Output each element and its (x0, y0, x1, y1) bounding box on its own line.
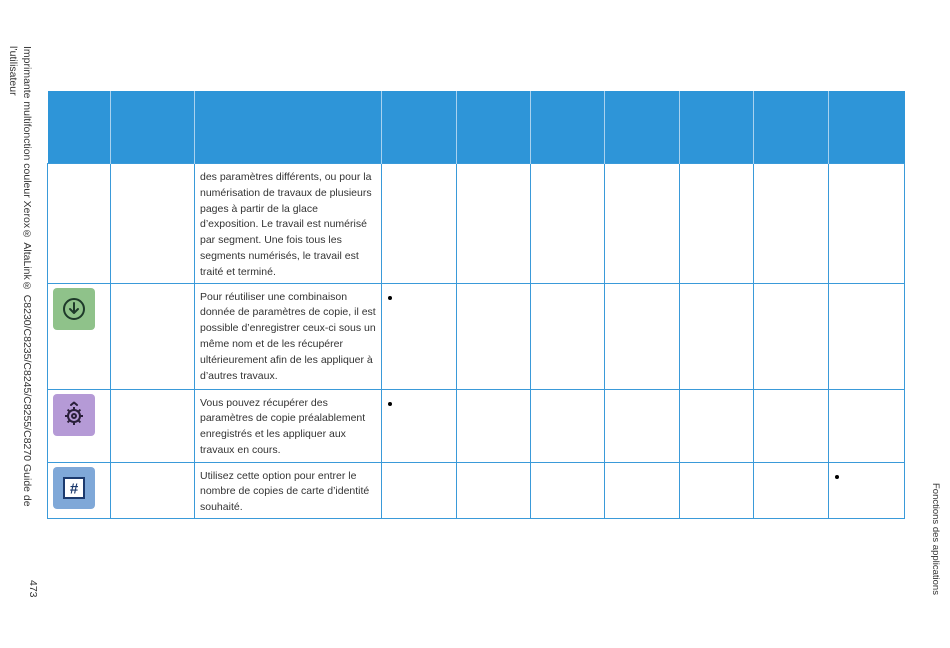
mark-cell (382, 164, 457, 284)
mark-cell (605, 389, 680, 462)
header-cell (754, 91, 829, 164)
icon-cell (48, 283, 111, 389)
description-cell: Vous pouvez récupérer des paramètres de copie préalablement enregistrés et les appliquer aux travaux en cours. (195, 389, 382, 462)
bullet-mark (388, 402, 392, 406)
name-cell (111, 462, 195, 518)
mark-cell (382, 389, 457, 462)
mark-cell (457, 164, 531, 284)
icon-cell (48, 389, 111, 462)
mark-cell (680, 389, 754, 462)
table-row (48, 283, 905, 389)
mark-cell (382, 462, 457, 518)
description-cell: Pour réutiliser une combinaison donnée de paramètres de copie, il est possible d’enregistrer ceux-ci sous un même nom et de les récupérer ultérieurement afin de les appliquer à d’autres travaux. (195, 283, 382, 389)
svg-text:#: # (69, 480, 79, 498)
description-cell: des paramètres différents, ou pour la numérisation de travaux de plusieurs pages à partir de la glace d’exposition. Le travail est numérisé par segment. Une fois tous les segments numérisés, le travail est traité et terminé. (195, 164, 382, 284)
header-cell (382, 91, 457, 164)
table-header-row (48, 91, 905, 164)
mark-cell (457, 462, 531, 518)
mark-cell (531, 462, 605, 518)
mark-cell (754, 462, 829, 518)
description-cell: Utilisez cette option pour entrer le nombre de copies de carte d’identité souhaité. (195, 462, 382, 518)
header-cell (457, 91, 531, 164)
mark-cell (829, 389, 905, 462)
mark-cell (531, 389, 605, 462)
table-row (48, 389, 905, 462)
mark-cell (754, 389, 829, 462)
header-cell (531, 91, 605, 164)
save-download-icon (53, 288, 95, 330)
mark-cell (680, 283, 754, 389)
header-cell (680, 91, 754, 164)
mark-cell (829, 164, 905, 284)
mark-cell (754, 164, 829, 284)
header-cell (195, 91, 382, 164)
page-number: 473 (27, 580, 39, 598)
mark-cell (531, 283, 605, 389)
mark-cell (457, 283, 531, 389)
mark-cell (605, 164, 680, 284)
features-table (47, 91, 905, 519)
name-cell (111, 164, 195, 284)
mark-cell (531, 164, 605, 284)
name-cell (111, 389, 195, 462)
retrieve-settings-gear-icon (53, 394, 95, 436)
mark-cell (754, 283, 829, 389)
mark-cell (829, 283, 905, 389)
bullet-mark (835, 475, 839, 479)
section-title-sidebar: Fonctions des applications (930, 483, 941, 595)
mark-cell (680, 462, 754, 518)
mark-cell (457, 389, 531, 462)
name-cell (111, 283, 195, 389)
document-title-sidebar: Imprimante multifonction couleur Xerox® AltaLink® C8230/C8235/C8245/C8255/C8270 Guide de l’utilisateur (7, 46, 33, 507)
table-row (48, 164, 905, 284)
header-cell (111, 91, 195, 164)
mark-cell (680, 164, 754, 284)
mark-cell (605, 462, 680, 518)
header-cell (605, 91, 680, 164)
icon-cell (48, 164, 111, 284)
mark-cell (829, 462, 905, 518)
hash-count-icon (53, 467, 95, 509)
bullet-mark (388, 296, 392, 300)
mark-cell (382, 283, 457, 389)
table-row (48, 462, 905, 518)
header-cell (829, 91, 905, 164)
icon-cell (48, 462, 111, 518)
header-cell (48, 91, 111, 164)
mark-cell (605, 283, 680, 389)
